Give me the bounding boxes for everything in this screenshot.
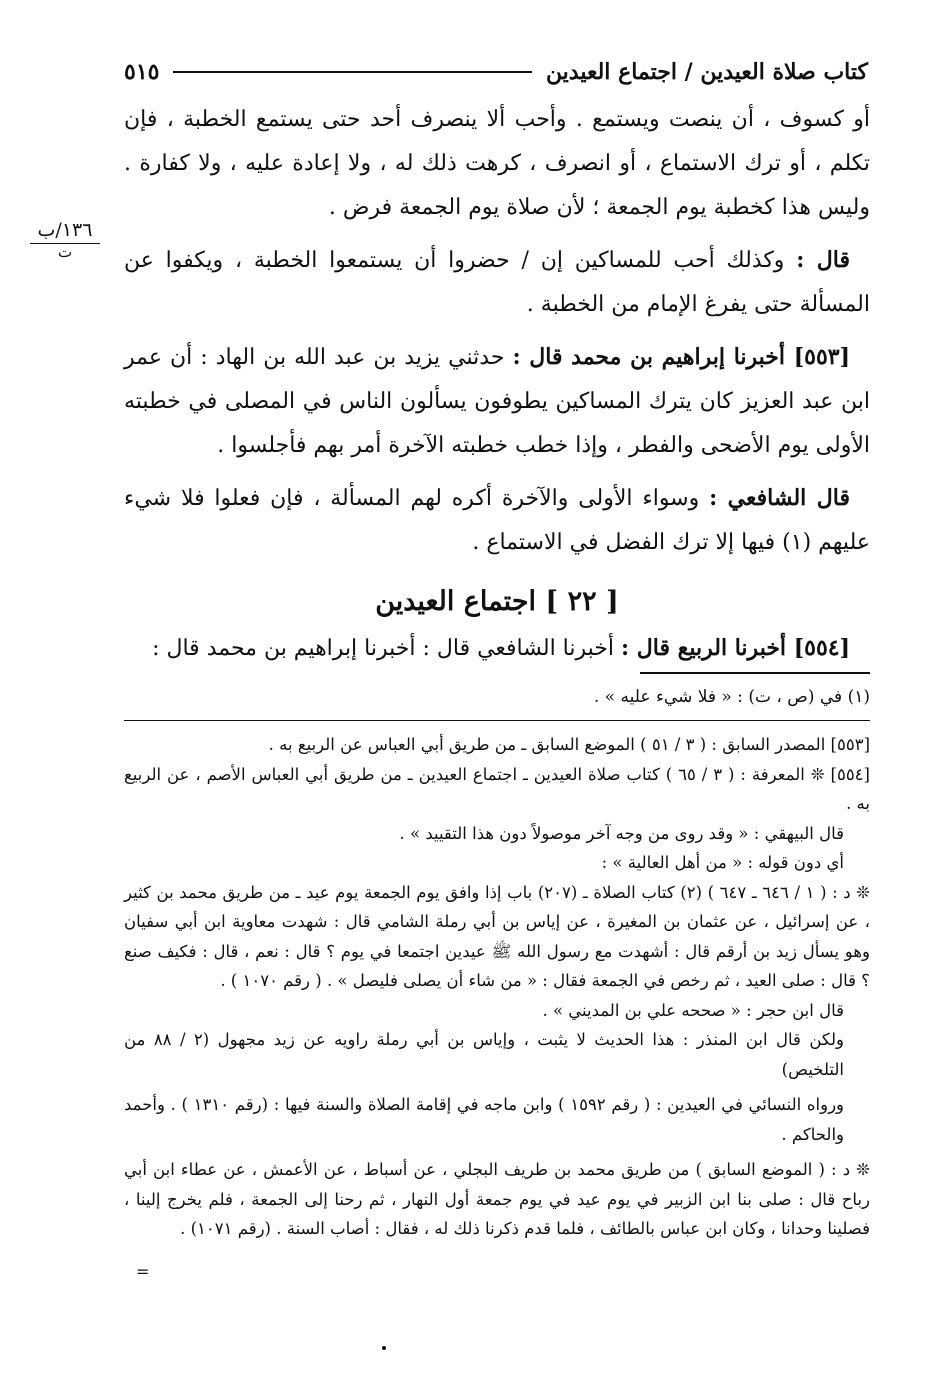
sources-separator	[124, 720, 870, 721]
paragraph-4-text: وسواء الأولى والآخرة أكره لهم المسألة ، فإن فعلوا فلا شيء عليهم (١) فيها إلا ترك الفضل في الاستماع .	[124, 486, 870, 555]
section-heading: [ ٢٢ ] اجتماع العيدين	[375, 586, 619, 617]
paragraph-3-text: حدثني يزيد بن عبد الله بن الهاد : أن عمر ابن عبد العزيز كان يترك المساكين يطوفون يسألون الناس في المصلى في خطبته الأولى يوم الأضحى والفطر ، وإذا خطب خطبته الآخرة أمر بهم فأجلسوا .	[124, 345, 870, 458]
margin-folio-note	[30, 220, 100, 261]
paragraph-4	[124, 476, 870, 565]
source-note: ❊ د : ( ١ / ٦٤٦ ـ ٦٤٧ ) (٢) كتاب الصلاة ـ (٢٠٧) باب إذا وافق يوم الجمعة يوم عيد ـ من طريق محمد بن كثير ، عن إسرائيل ، عن عثمان بن المغيرة ، عن إياس بن أبي رملة الشامي قال : شهدت معاوية ابن أبي سفيان وهو يسأل زيد بن أرقم قال : أشهدت مع رسول الله ﷺ عيدين اجتمعا في يوم ؟ قال : نعم ، قال : فكيف صنع ؟ قال : صلى العيد ، ثم رخص في الجمعة فقال : « من شاء أن يصلى فليصل » . ( رقم ١٠٧٠ ) .	[124, 882, 870, 990]
header-rule	[173, 71, 531, 73]
paragraph-3-lead: [٥٥٣] أخبرنا إبراهيم بن محمد قال :	[512, 344, 850, 370]
manuscript-siglum: ت	[57, 242, 73, 261]
source-note: قال البيهقي : « وقد روى من وجه آخر موصولاً دون هذا التقييد » .	[399, 823, 844, 843]
page-dot	[382, 1346, 386, 1350]
source-note: ولكن قال ابن المنذر : هذا الحديث لا يثبت ، وإياس بن أبي رملة راويه عن زيد مجهول (٢ / ٨٨ من التلخيص)	[124, 1030, 844, 1079]
paragraph-3	[124, 335, 870, 468]
paragraph-2-text: وكذلك أحب للمساكين إن / حضروا أن يستمعوا الخطبة ، ويكفوا عن المسألة حتى يفرغ الإمام من الخطبة .	[124, 248, 870, 317]
section-first-line-text: أخبرنا الشافعي قال : أخبرنا إبراهيم بن محمد قال :	[152, 636, 621, 661]
source-note: قال ابن حجر : « صححه علي بن المديني » .	[542, 1000, 844, 1020]
source-note: [٥٥٤] ❊ المعرفة : ( ٣ / ٦٥ ) كتاب صلاة العيدين ـ اجتماع العيدين ـ من طريق أبي العباس الأصم ، عن الربيع به .	[124, 764, 870, 813]
source-note: أي دون قوله : « من أهل العالية » :	[601, 853, 844, 872]
source-note: [٥٥٣] المصدر السابق : ( ٣ / ٥١ ) الموضع السابق ـ من طريق أبي العباس عن الربيع به .	[268, 735, 870, 754]
paragraph-2	[124, 238, 870, 327]
main-text	[124, 98, 870, 565]
paragraph-2-lead: قال :	[796, 247, 850, 273]
section-first-line	[124, 628, 870, 669]
end-mark: =	[136, 1262, 150, 1281]
footnote-1: (١) في (ص ، ت) : « فلا شيء عليه » .	[593, 687, 870, 707]
source-notes	[124, 730, 870, 1244]
paragraph-1: أو كسوف ، أن ينصت ويستمع . وأحب ألا ينصرف أحد حتى يستمع الخطبة ، فإن تكلم ، أو ترك الاستماع ، أو انصرف ، كرهت ذلك له ، ولا إعادة عليه ، ولا كفارة . وليس هذا كخطبة يوم الجمعة ؛ لأن صلاة يوم الجمعة فرض .	[124, 107, 870, 220]
chapter-title: كتاب صلاة العيدين / اجتماع العيدين	[545, 59, 868, 85]
paragraph-4-lead: قال الشافعي :	[709, 485, 850, 511]
source-note: ❊ د : ( الموضع السابق ) من طريق محمد بن طريف البجلي ، عن أسباط ، عن الأعمش ، عن عطاء ابن أبي رباح قال : صلى بنا ابن الزبير في يوم عيد في يوم جمعة أول النهار ، ثم رحنا إلى الجمعة ، فلم يخرج إلينا ، فصلينا وحدانا ، وكان ابن عباس بالطائف ، فلما قدم ذكرنا ذلك له ، فقال : أصاب السنة . (رقم ١٠٧١) .	[124, 1160, 870, 1238]
source-note: ورواه النسائي في العيدين : ( رقم ١٥٩٢ ) وابن ماجه في إقامة الصلاة والسنة فيها : (رقم ١٣١٠ ) . وأحمد والحاكم .	[124, 1095, 845, 1144]
section-first-line-lead: [٥٥٤] أخبرنا الربيع قال :	[621, 635, 850, 661]
folio-number: ١٣٦/ب	[30, 220, 100, 244]
page-number: ٥١٥	[124, 59, 160, 85]
running-header	[124, 52, 868, 92]
